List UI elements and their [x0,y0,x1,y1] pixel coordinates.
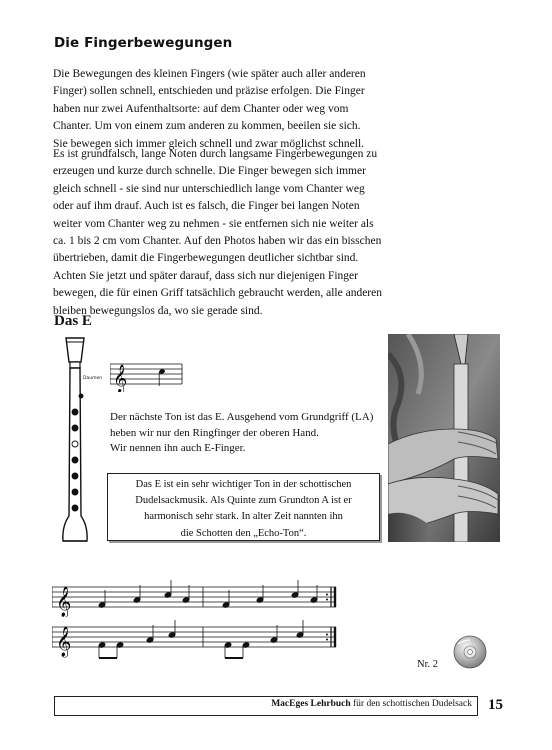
e-description [110,410,373,457]
text-line: die Schotten den „Echo-Ton“. [180,527,307,539]
e-note-staff [110,356,186,397]
thumb-label: Daumen [83,376,103,381]
section-title: Die Fingerbewegungen [54,35,233,51]
text-line: Es ist grundfalsch, lange Noten durch langsame Fingerbewegungen zu [53,148,378,160]
text-line: übertrieben, damit die Fingerbewegungen deutlicher sichtbar sind. [53,252,359,265]
cd-icon [452,634,488,675]
finger-holes [54,336,104,548]
music-staff-2 [52,617,342,666]
text-line: Die Bewegungen des kleinen Fingers (wie später auch aller anderen [53,68,366,80]
text-line: bleiben bewegungslos da, wo sie gerade sind. [53,304,263,317]
text-line: haben nur zwei Aufenthaltsorte: auf dem Chanter oder weg vom [53,102,349,115]
text-line: ca. 1 bis 2 cm vom Chanter. Auf den Photos haben wir das ein bisschen [53,235,382,248]
subsection-title: Das E [54,313,92,329]
hole-thumb-closed [79,394,83,398]
finger-photo [388,334,500,542]
text-line: Wir nennen ihn auch E-Finger. [110,442,246,455]
text-line: Dudelsackmusik. Als Quinte zum Grundton A ist er [135,495,352,507]
text-line: oder auf ihm drauf. Auch ist es falsch, die Finger bei langen Noten [53,200,360,213]
text-line: bewegen, die für einen Griff tatsächlich gebraucht werden, alle anderen [53,287,382,300]
text-line: Achten Sie jetzt und später darauf, dass sich nur diejenigen Finger [53,269,358,282]
chanter-diagram [54,336,104,548]
text-line: Das E ist ein sehr wichtiger Ton in der schottischen [135,479,352,490]
hole-lower-4-closed [72,505,78,511]
text-line: gleich schnell - sie sind nur unterschiedlich lange vom Chanter weg [53,182,365,195]
paragraph-1 [53,66,366,153]
footer-book-title: MacEges Lehrbuch [271,699,351,709]
svg-text:𝄞: 𝄞 [56,587,72,617]
text-line: erzeugen und kurze durch schnelle. Die Finger bewegen sich immer [53,165,366,178]
hole-lower-3-closed [72,489,78,495]
hole-upper-3-open [72,441,78,447]
text-line: weiter vom Chanter weg zu nehmen - sie entfernen sich nie weiter als [53,217,374,230]
info-box [107,473,380,541]
hole-upper-1-closed [72,409,78,415]
page-number: 15 [488,697,503,713]
text-line: harmonisch sehr stark. In alter Zeit nannten ihn [144,511,343,523]
svg-text:𝄞: 𝄞 [56,627,72,657]
track-label: Nr. 2 [417,659,438,670]
text-line: Finger) sollen schnell, entschieden und präzise erfolgen. Die Finger [53,85,365,98]
text-line: Der nächste Ton ist das E. Ausgehend vom Grundgriff (LA) [110,411,374,423]
hole-lower-2-closed [72,473,78,479]
text-line: Chanter. Um von einem zum anderen zu kommen, beeilen sie sich. [53,120,361,133]
paragraph-2 [53,146,382,320]
treble-clef-icon: 𝄞 [113,364,128,392]
music-staff-1 [52,577,342,622]
footer-subtitle: für den schottischen Dudelsack [350,699,472,709]
text-line: Sie bewegen sich immer gleich schnell und zwar möglichst schnell. [53,137,365,150]
text-line: heben wir nur den Ringfinger der oberen Hand. [110,426,319,439]
hole-upper-2-closed [72,425,78,431]
footer-text [54,699,472,709]
hole-lower-1-closed [72,457,78,463]
